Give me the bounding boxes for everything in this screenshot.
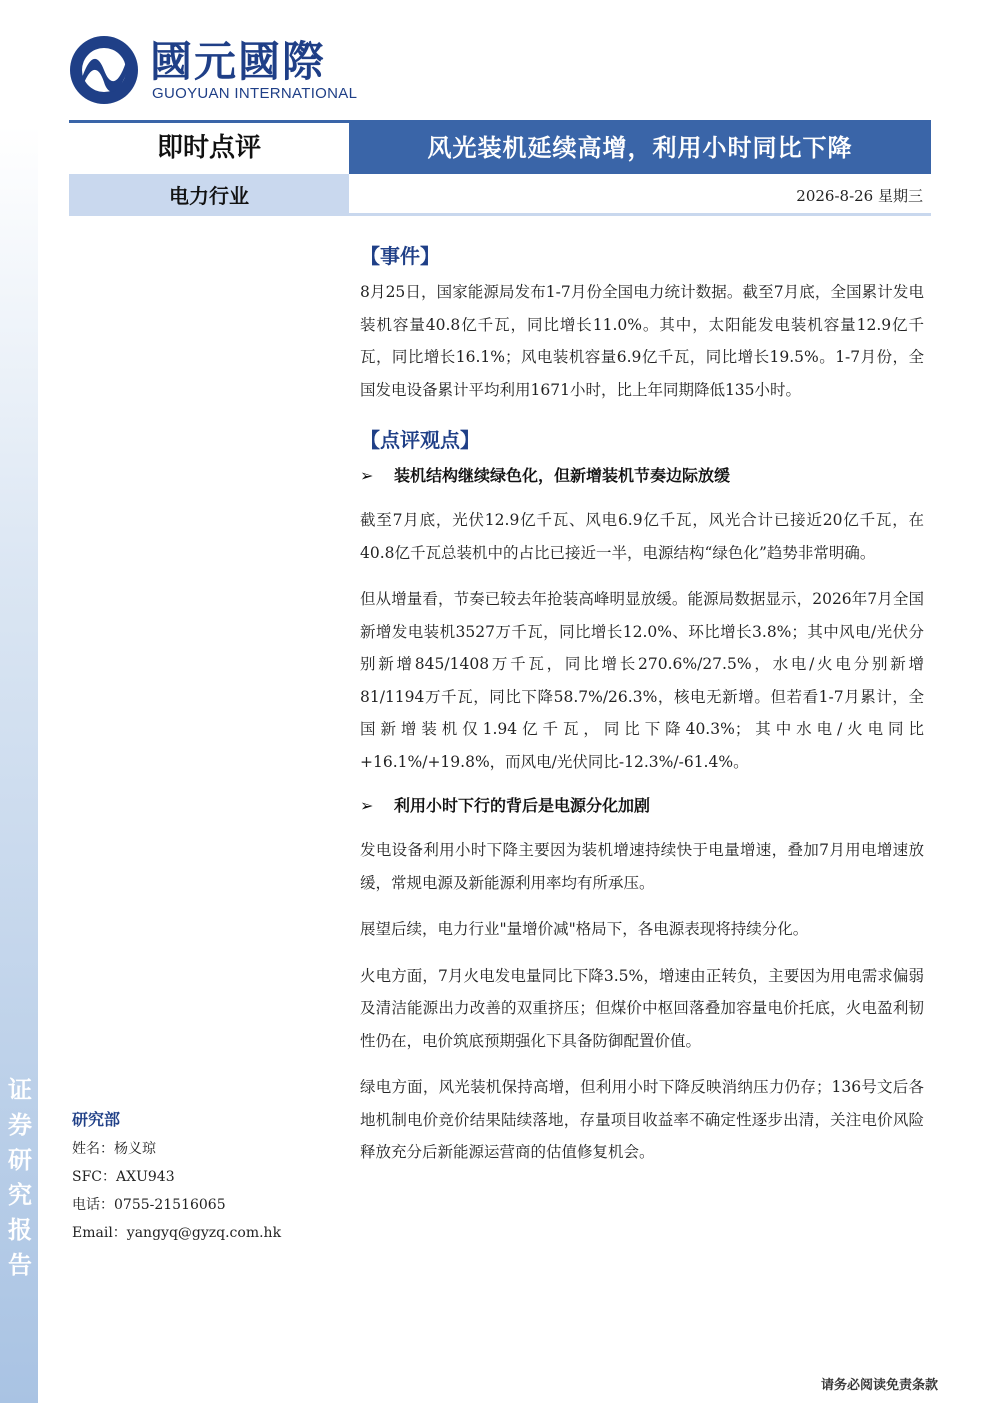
report-body	[360, 238, 924, 1169]
arrow-icon: ➢	[360, 466, 374, 485]
report-header	[69, 120, 931, 216]
company-logo-icon	[68, 34, 140, 106]
analyst-name: 姓名：杨义琼	[72, 1141, 156, 1157]
disclaimer-note: 请务必阅读免责条款	[820, 1378, 938, 1393]
side-label-char: 券	[8, 1110, 32, 1139]
side-label	[6, 1072, 34, 1282]
comment-paragraph: 发电设备利用小时下降主要因为装机增速持续快于电量增速，叠加7月用电增速放缓，常规电源及新能源利用率均有所承压。	[360, 841, 924, 892]
comment-paragraph: 截至7月底，光伏12.9亿千瓦、风电6.9亿千瓦，风光合计已接近20亿千瓦，在40.8亿千瓦总装机中的占比已接近一半，电源结构“绿色化”趋势非常明确。	[360, 511, 924, 562]
industry-label: 电力行业	[169, 184, 249, 208]
comment-heading: 【点评观点】	[360, 428, 480, 452]
side-label-char: 告	[8, 1250, 32, 1279]
analyst-info	[72, 1105, 342, 1247]
brand-name-cn: 國元國際	[150, 37, 327, 86]
bullet-title: 利用小时下行的背后是电源分化加剧	[394, 796, 651, 815]
comment-paragraph: 但从增量看，节奏已较去年抢装高峰明显放缓。能源局数据显示，2026年7月全国新增发电装机3527万千瓦，同比增长12.0%、环比增长3.8%；其中风电/光伏分别新增845/1408万千瓦，同比增长270.6%/27.5%，水电/火电分别新增81/1194万千瓦，同比下降58.7%/26.3%，核电无新增。但若看1-7月累计，全国新增装机仅1.94亿千瓦，同比下降40.3%；其中水电/火电同比+16.1%/+19.8%，而风电/光伏同比-12.3%/-61.4%。	[360, 590, 924, 771]
analyst-email[interactable]: Email：yangyq@gyzq.com.hk	[72, 1225, 282, 1241]
comment-paragraph: 展望后续，电力行业"量增价减"格局下，各电源表现将持续分化。	[360, 920, 809, 938]
arrow-icon: ➢	[360, 796, 374, 815]
side-label-char: 证	[8, 1075, 32, 1104]
comment-paragraph: 火电方面，7月火电发电量同比下降3.5%，增速由正转负，主要因为用电需求偏弱及清洁能源出力改善的双重挤压；但煤价中枢回落叠加容量电价托底，火电盈利韧性仍在，电价筑底预期强化下具备防御配置价值。	[360, 966, 924, 1050]
report-date: 2026-8-26 星期三	[796, 187, 923, 205]
report-type: 即时点评	[156, 133, 261, 163]
bullet-heading	[360, 460, 924, 492]
side-label-char: 研	[8, 1145, 32, 1174]
event-heading: 【事件】	[360, 244, 440, 268]
analyst-sfc: SFC：AXU943	[72, 1169, 175, 1185]
side-label-char: 报	[8, 1215, 32, 1244]
analyst-dept: 研究部	[72, 1110, 121, 1129]
event-paragraph: 8月25日，国家能源局发布1-7月份全国电力统计数据。截至7月底，全国累计发电装机容量40.8亿千瓦，同比增长11.0%。其中，太阳能发电装机容量12.9亿千瓦，同比增长16.1%；风电装机容量6.9亿千瓦，同比增长19.5%。1-7月份，全国发电设备累计平均利用1671小时，比上年同期降低135小时。	[360, 283, 924, 399]
report-title: 风光装机延续高增，利用小时同比下降	[427, 133, 853, 162]
comment-paragraph: 绿电方面，风光装机保持高增，但利用小时下降反映消纳压力仍存；136号文后各地机制电价竞价结果陆续落地，存量项目收益率不确定性逐步出清，关注电价风险释放充分后新能源运营商的估值修复机会。	[360, 1078, 924, 1161]
bullet-heading	[360, 790, 924, 822]
bullet-title: 装机结构继续绿色化，但新增装机节奏边际放缓	[394, 466, 731, 485]
side-label-char: 究	[8, 1180, 32, 1209]
analyst-phone: 电话：0755-21516065	[72, 1197, 226, 1213]
brand-name-en: GUOYUAN INTERNATIONAL	[152, 85, 358, 102]
